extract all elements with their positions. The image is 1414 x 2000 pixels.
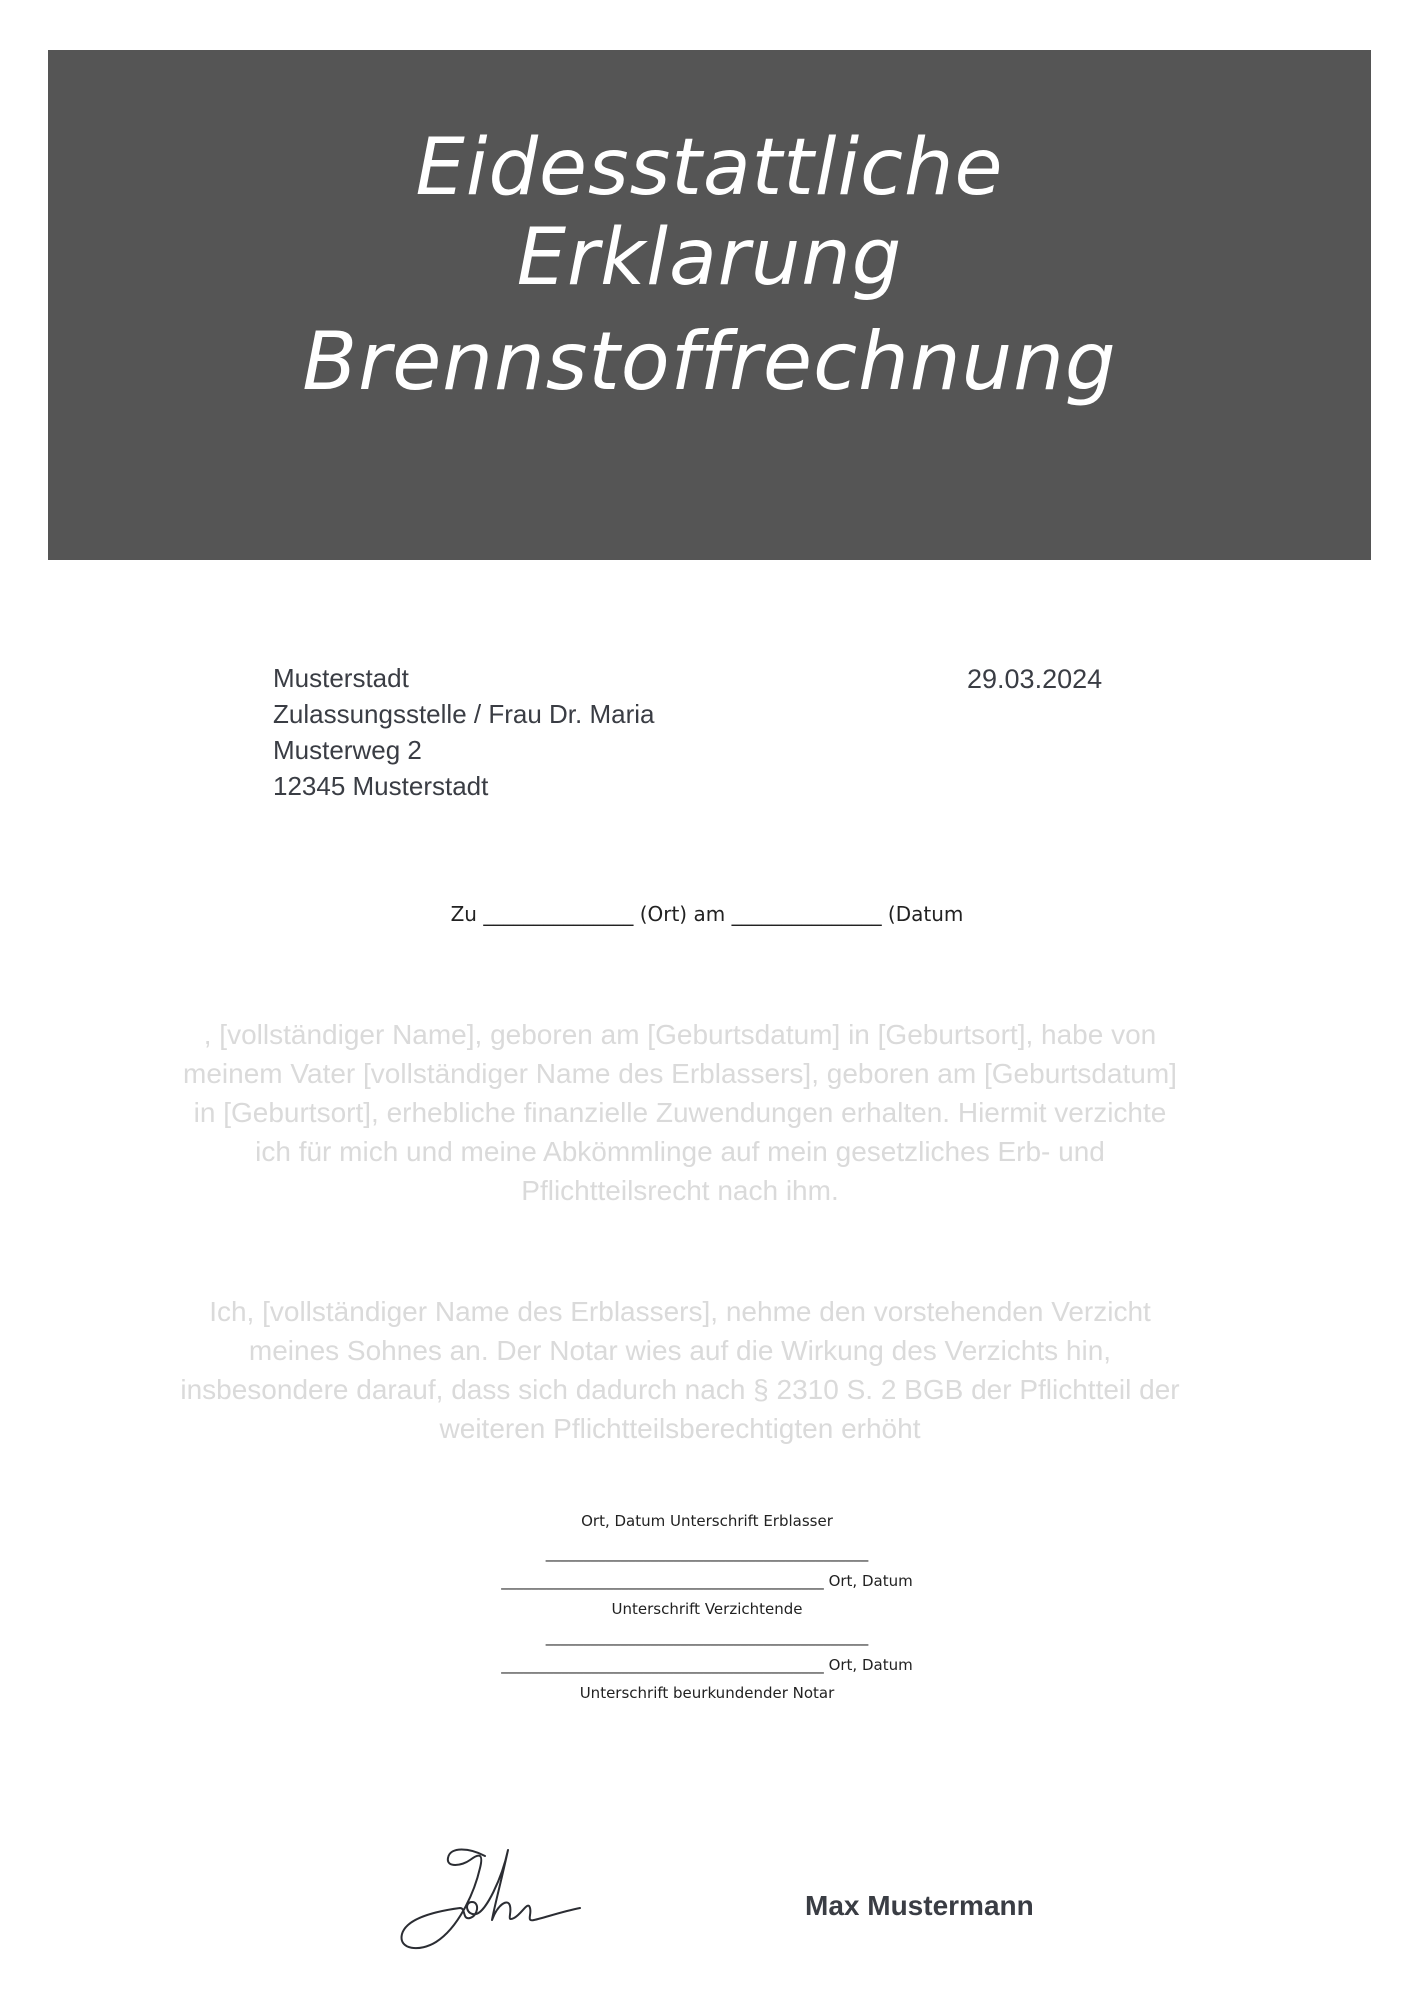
title-line-3: Brennstoffrechnung — [302, 315, 1117, 408]
recipient-line-2: Zulassungsstelle / Frau Dr. Maria — [273, 699, 655, 729]
acceptance-paragraph: Ich, [vollständiger Name des Erblassers], nehme den vorstehenden Verzicht meines Sohnes an. Der Notar wies auf die Wirkung des Verzichts hin, insbesondere darauf, dass sich dadurch nach § 2310 S. 2 BGB der Pflichtteil der weiteren Pflichtteilsberechtigten erhöht — [180, 1296, 1180, 1444]
sig-line: ___________________________________________ — [545, 1544, 869, 1562]
recipient-line-4: 12345 Musterstadt — [273, 771, 489, 801]
document-date: 29.03.2024 — [967, 664, 1103, 694]
handwritten-signature — [390, 1838, 600, 1958]
signer-name: Max Mustermann — [805, 1890, 1034, 1921]
sig-line: ___________________________________________ — [545, 1628, 869, 1646]
title-banner — [48, 50, 1371, 560]
sig-label-erblasser: Ort, Datum Unterschrift Erblasser — [581, 1512, 833, 1530]
declaration-paragraph: , [vollständiger Name], geboren am [Geburtsdatum] in [Geburtsort], habe von meinem Vater [vollständiger Name des Erblassers], geboren am [Geburtsdatum] in [Geburtsort], erhebliche finanzielle Zuwendungen erhalten. Hiermit verzichte ich für mich und meine Abkömmlinge auf mein gesetzliches Erb- und Pflichtteilsrecht nach ihm. — [183, 1019, 1177, 1206]
recipient-address — [273, 660, 654, 804]
sig-line-ort-datum: ___________________________________________ Ort, Datum — [501, 1572, 913, 1590]
place-date-line: Zu _______________ (Ort) am _______________ (Datum — [450, 902, 964, 926]
sig-label-verzichtende: Unterschrift Verzichtende — [611, 1600, 803, 1618]
recipient-line-1: Musterstadt — [273, 663, 409, 693]
title-line-1: Eidesstattliche — [415, 123, 1004, 213]
recipient-line-3: Musterweg 2 — [273, 735, 422, 765]
title-line-2: Erklarung — [516, 213, 903, 303]
sig-label-notar: Unterschrift beurkundender Notar — [579, 1684, 835, 1702]
sig-line-ort-datum: ___________________________________________ Ort, Datum — [501, 1656, 913, 1674]
